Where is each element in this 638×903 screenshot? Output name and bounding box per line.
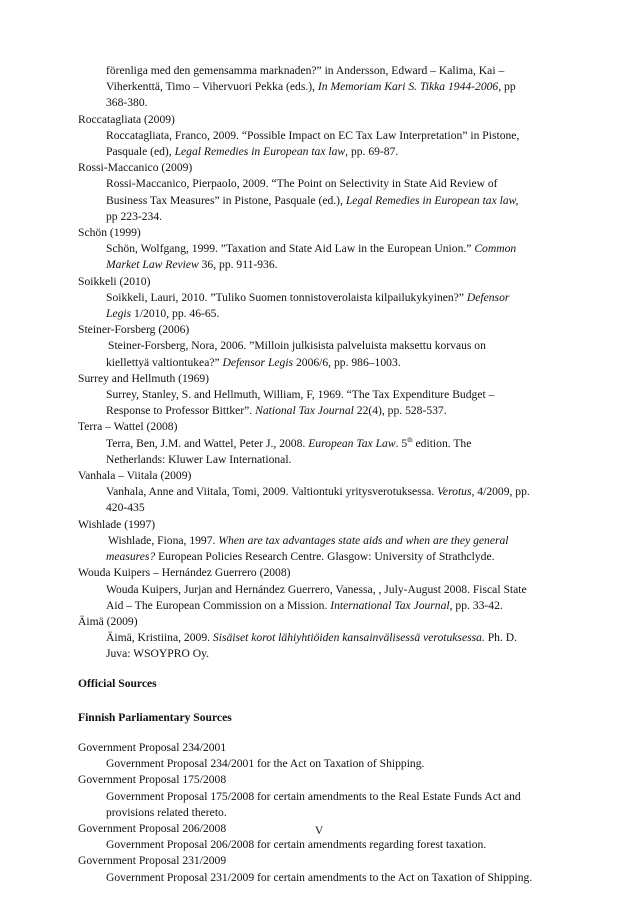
reference-key: Schön (1999)	[78, 226, 141, 240]
reference-line: Steiner-Forsberg, Nora, 2006. ”Milloin julkisista palveluista maksettu korvaus on	[108, 339, 486, 353]
reference-line: 420-435	[106, 501, 145, 515]
reference-line: Surrey, Stanley, S. and Hellmuth, William, F, 1969. “The Tax Expenditure Budget –	[106, 388, 495, 402]
reference-entry	[78, 112, 561, 161]
reference-line: Government Proposal 234/2001 for the Act on Taxation of Shipping.	[106, 757, 425, 771]
reference-line: pp 223-234.	[106, 209, 163, 223]
reference-line: Aid – The European Commission on a Mission. International Tax Journal, pp. 33-42.	[106, 598, 503, 612]
section-heading-finnish-parliamentary: Finnish Parliamentary Sources	[78, 710, 232, 724]
reference-line: Wouda Kuipers, Jurjan and Hernández Guerrero, Vanessa, , July-August 2008. Fiscal State	[106, 582, 527, 596]
reference-entry	[78, 371, 561, 420]
reference-line: Wishlade, Fiona, 1997. When are tax advantages state aids and when are they general	[108, 533, 509, 547]
reference-line: kiellettyä valtiontukea?” Defensor Legis 2006/6, pp. 986–1003.	[106, 355, 401, 369]
reference-line: Soikkeli, Lauri, 2010. ”Tuliko Suomen tonnistoverolaista kilpailukykyinen?” Defensor	[106, 290, 510, 304]
reference-line: Äimä, Kristiina, 2009. Sisäiset korot lähiyhtiöiden kansainvälisessä verotuksessa. Ph. D.	[106, 631, 518, 645]
reference-line: measures? European Policies Research Centre. Glasgow: University of Strathclyde.	[106, 550, 495, 564]
reference-key: Terra – Wattel (2008)	[78, 420, 178, 434]
reference-line: Terra, Ben, J.M. and Wattel, Peter J., 2008. European Tax Law. 5th edition. The	[106, 435, 472, 450]
reference-line: Response to Professor Bittker”. National Tax Journal 22(4), pp. 528-537.	[106, 404, 447, 418]
reference-line: Juva: WSOYPRO Oy.	[106, 647, 210, 661]
reference-entry	[78, 853, 561, 885]
reference-key: Roccatagliata (2009)	[78, 112, 175, 126]
reference-line: Business Tax Measures” in Pistone, Pasquale (ed.), Legal Remedies in European tax law,	[106, 193, 519, 207]
reference-key: Vanhala – Viitala (2009)	[78, 469, 192, 483]
reference-line: Legis 1/2010, pp. 46-65.	[106, 307, 220, 321]
reference-key: Rossi-Maccanico (2009)	[78, 161, 193, 175]
reference-line: Netherlands: Kluwer Law International.	[106, 452, 292, 466]
reference-entry	[78, 274, 561, 323]
reference-line: provisions related thereto.	[106, 805, 227, 819]
reference-entry	[78, 322, 561, 371]
page-number: V	[314, 824, 324, 837]
reference-entry	[78, 772, 561, 821]
reference-entry	[78, 565, 561, 614]
reference-key: Wishlade (1997)	[78, 517, 156, 531]
reference-line: Roccatagliata, Franco, 2009. “Possible Impact on EC Tax Law Interpretation” in Pistone,	[106, 128, 520, 142]
reference-line: Rossi-Maccanico, Pierpaolo, 2009. “The Point on Selectivity in State Aid Review of	[106, 177, 498, 191]
reference-entry	[78, 517, 561, 566]
reference-entry	[78, 614, 561, 663]
reference-key: Steiner-Forsberg (2006)	[78, 323, 190, 337]
reference-line: 368-380.	[106, 96, 148, 110]
section-heading-official-sources: Official Sources	[78, 676, 157, 690]
reference-key: Government Proposal 234/2001	[78, 740, 227, 754]
reference-line: Schön, Wolfgang, 1999. ”Taxation and State Aid Law in the European Union.” Common	[106, 242, 517, 256]
reference-entry	[78, 225, 561, 274]
reference-line: Government Proposal 206/2008 for certain amendments regarding forest taxation.	[106, 838, 487, 852]
reference-line: Viherkenttä, Timo – Vihervuori Pekka (eds.), In Memoriam Kari S. Tikka 1944-2006, pp	[106, 80, 516, 94]
bibliography-content	[78, 63, 561, 886]
reference-line: Market Law Review 36, pp. 911-936.	[106, 258, 278, 272]
reference-key: Äimä (2009)	[78, 614, 138, 628]
reference-key: Surrey and Hellmuth (1969)	[78, 371, 210, 385]
reference-entry	[78, 160, 561, 225]
reference-key: Soikkeli (2010)	[78, 274, 151, 288]
continued-reference	[106, 63, 561, 112]
reference-entry	[78, 419, 561, 468]
reference-line: Government Proposal 175/2008 for certain amendments to the Real Estate Funds Act and	[106, 789, 521, 803]
reference-line: förenliga med den gemensamma marknaden?” in Andersson, Edward – Kalima, Kai –	[106, 64, 505, 77]
reference-line: Vanhala, Anne and Viitala, Tomi, 2009. Valtiontuki yritysverotuksessa. Verotus, 4/2009, pp.	[106, 485, 530, 499]
reference-line: Pasquale (ed), Legal Remedies in European tax law, pp. 69-87.	[106, 145, 399, 159]
reference-entry	[78, 468, 561, 517]
reference-key: Government Proposal 231/2009	[78, 854, 227, 868]
reference-key: Government Proposal 175/2008	[78, 773, 227, 787]
reference-key: Wouda Kuipers – Hernández Guerrero (2008)	[78, 566, 291, 580]
reference-entry	[78, 740, 561, 772]
reference-key: Government Proposal 206/2008	[78, 821, 227, 835]
reference-line: Government Proposal 231/2009 for certain amendments to the Act on Taxation of Shipping.	[106, 870, 533, 884]
